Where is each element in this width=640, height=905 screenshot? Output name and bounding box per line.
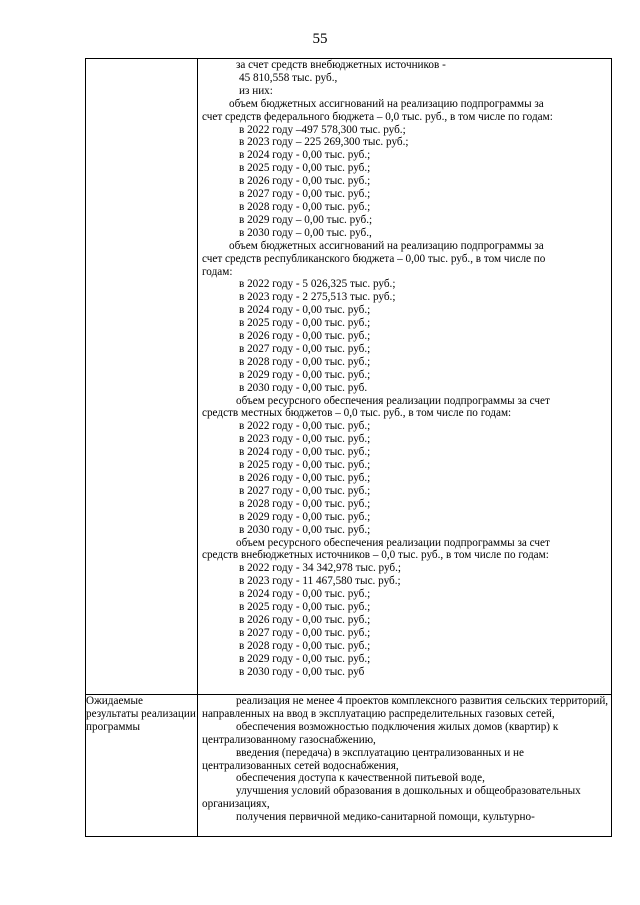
year-line: в 2030 году - 0,00 тыс. руб.: [239, 381, 368, 394]
year-line: в 2025 году - 0,00 тыс. руб.;: [239, 162, 371, 175]
result-paragraph: получения первичной медико-санитарной помощи, культурно-: [236, 811, 535, 824]
year-line: в 2029 году - 0,00 тыс. руб.;: [239, 510, 371, 523]
year-line: в 2023 году - 11 467,580 тыс. руб.;: [239, 575, 401, 588]
year-line: в 2027 году - 0,00 тыс. руб.;: [239, 484, 371, 497]
year-line: в 2023 году - 0,00 тыс. руб.;: [239, 433, 371, 446]
intro-line: 45 810,558 тыс. руб.,: [239, 71, 338, 84]
year-line: в 2030 году – 0,00 тыс. руб.,: [239, 226, 372, 239]
year-line: в 2026 году - 0,00 тыс. руб.;: [239, 330, 371, 343]
year-line: в 2022 году - 0,00 тыс. руб.;: [239, 420, 371, 433]
result-paragraph: обеспечения доступа к качественной питьевой воде,: [236, 772, 485, 785]
year-line: в 2023 году – 225 269,300 тыс. руб.;: [239, 136, 409, 149]
year-line: в 2024 году - 0,00 тыс. руб.;: [239, 149, 371, 162]
republic-heading: объем бюджетных ассигнований на реализацию подпрограммы за: [229, 239, 544, 252]
extrabudget-heading: объем ресурсного обеспечения реализации подпрограммы за счет: [236, 536, 550, 549]
result-paragraph: введения (передача) в эксплуатацию централизованных и не централизованных сетей водоснабжения,: [202, 746, 524, 772]
year-line: в 2024 году - 0,00 тыс. руб.;: [239, 588, 371, 601]
extrabudget-heading: средств внебюджетных источников – 0,0 тыс. руб., в том числе по годам:: [202, 549, 549, 562]
result-paragraph: обеспечения возможностью подключения жилых домов (квартир) к централизованному газоснабжению,: [202, 720, 559, 746]
year-line: в 2028 году - 0,00 тыс. руб.;: [239, 355, 371, 368]
year-line: в 2029 году - 0,00 тыс. руб.;: [239, 652, 371, 665]
results-label: Ожидаемые результаты реализации программы: [86, 695, 198, 837]
program-passport-table: [85, 58, 612, 837]
year-line: в 2027 году - 0,00 тыс. руб.;: [239, 626, 371, 639]
year-line: в 2028 году - 0,00 тыс. руб.;: [239, 497, 371, 510]
federal-heading: счет средств федерального бюджета – 0,0 тыс. руб., в том числе по годам:: [202, 110, 553, 123]
local-heading: объем ресурсного обеспечения реализации подпрограммы за счет: [236, 394, 550, 407]
result-paragraph: улучшения условий образования в дошкольных и общеобразовательных организациях,: [202, 785, 581, 811]
year-line: в 2028 году - 0,00 тыс. руб.;: [239, 200, 371, 213]
budget-row: [86, 59, 612, 695]
year-line: в 2026 году - 0,00 тыс. руб.;: [239, 472, 371, 484]
intro-line: из них:: [239, 84, 273, 97]
republic-heading: годам:: [202, 265, 233, 278]
result-paragraph: реализация не менее 4 проектов комплексного развития сельских территорий, направленных на ввод в эксплуатацию распределительных газовых сетей,: [202, 695, 609, 720]
budget-label-cell: [86, 59, 198, 695]
year-line: в 2026 году - 0,00 тыс. руб.;: [239, 175, 371, 188]
year-line: в 2029 году – 0,00 тыс. руб.;: [239, 213, 373, 226]
year-line: в 2023 году - 2 275,513 тыс. руб.;: [239, 291, 396, 304]
year-line: в 2025 году - 0,00 тыс. руб.;: [239, 601, 371, 614]
year-line: в 2022 году –497 578,300 тыс. руб.;: [239, 123, 406, 136]
republic-heading: счет средств республиканского бюджета – 0,00 тыс. руб., в том числе по: [202, 252, 546, 265]
year-line: в 2030 году - 0,00 тыс. руб.;: [239, 523, 371, 536]
year-line: в 2029 году - 0,00 тыс. руб.;: [239, 368, 371, 381]
year-line: в 2022 году - 34 342,978 тыс. руб.;: [239, 562, 402, 575]
year-line: в 2025 году - 0,00 тыс. руб.;: [239, 317, 371, 330]
federal-heading: объем бюджетных ассигнований на реализацию подпрограммы за: [229, 97, 544, 110]
year-line: в 2030 году - 0,00 тыс. руб: [239, 665, 365, 678]
year-line: в 2025 году - 0,00 тыс. руб.;: [239, 459, 371, 472]
year-line: в 2024 году - 0,00 тыс. руб.;: [239, 304, 371, 317]
budget-content-cell: [198, 59, 612, 695]
results-row: [86, 695, 612, 837]
local-heading: средств местных бюджетов – 0,0 тыс. руб., в том числе по годам:: [202, 407, 512, 420]
intro-line: за счет средств внебюджетных источников -: [236, 59, 446, 71]
year-line: в 2028 году - 0,00 тыс. руб.;: [239, 639, 371, 652]
year-line: в 2027 году - 0,00 тыс. руб.;: [239, 342, 371, 355]
year-line: в 2027 году - 0,00 тыс. руб.;: [239, 188, 371, 201]
year-line: в 2026 году - 0,00 тыс. руб.;: [239, 613, 371, 626]
year-line: в 2024 году - 0,00 тыс. руб.;: [239, 446, 371, 459]
year-line: в 2022 году - 5 026,325 тыс. руб.;: [239, 278, 396, 291]
results-content-cell: [198, 695, 612, 837]
page-number: 55: [312, 31, 328, 47]
